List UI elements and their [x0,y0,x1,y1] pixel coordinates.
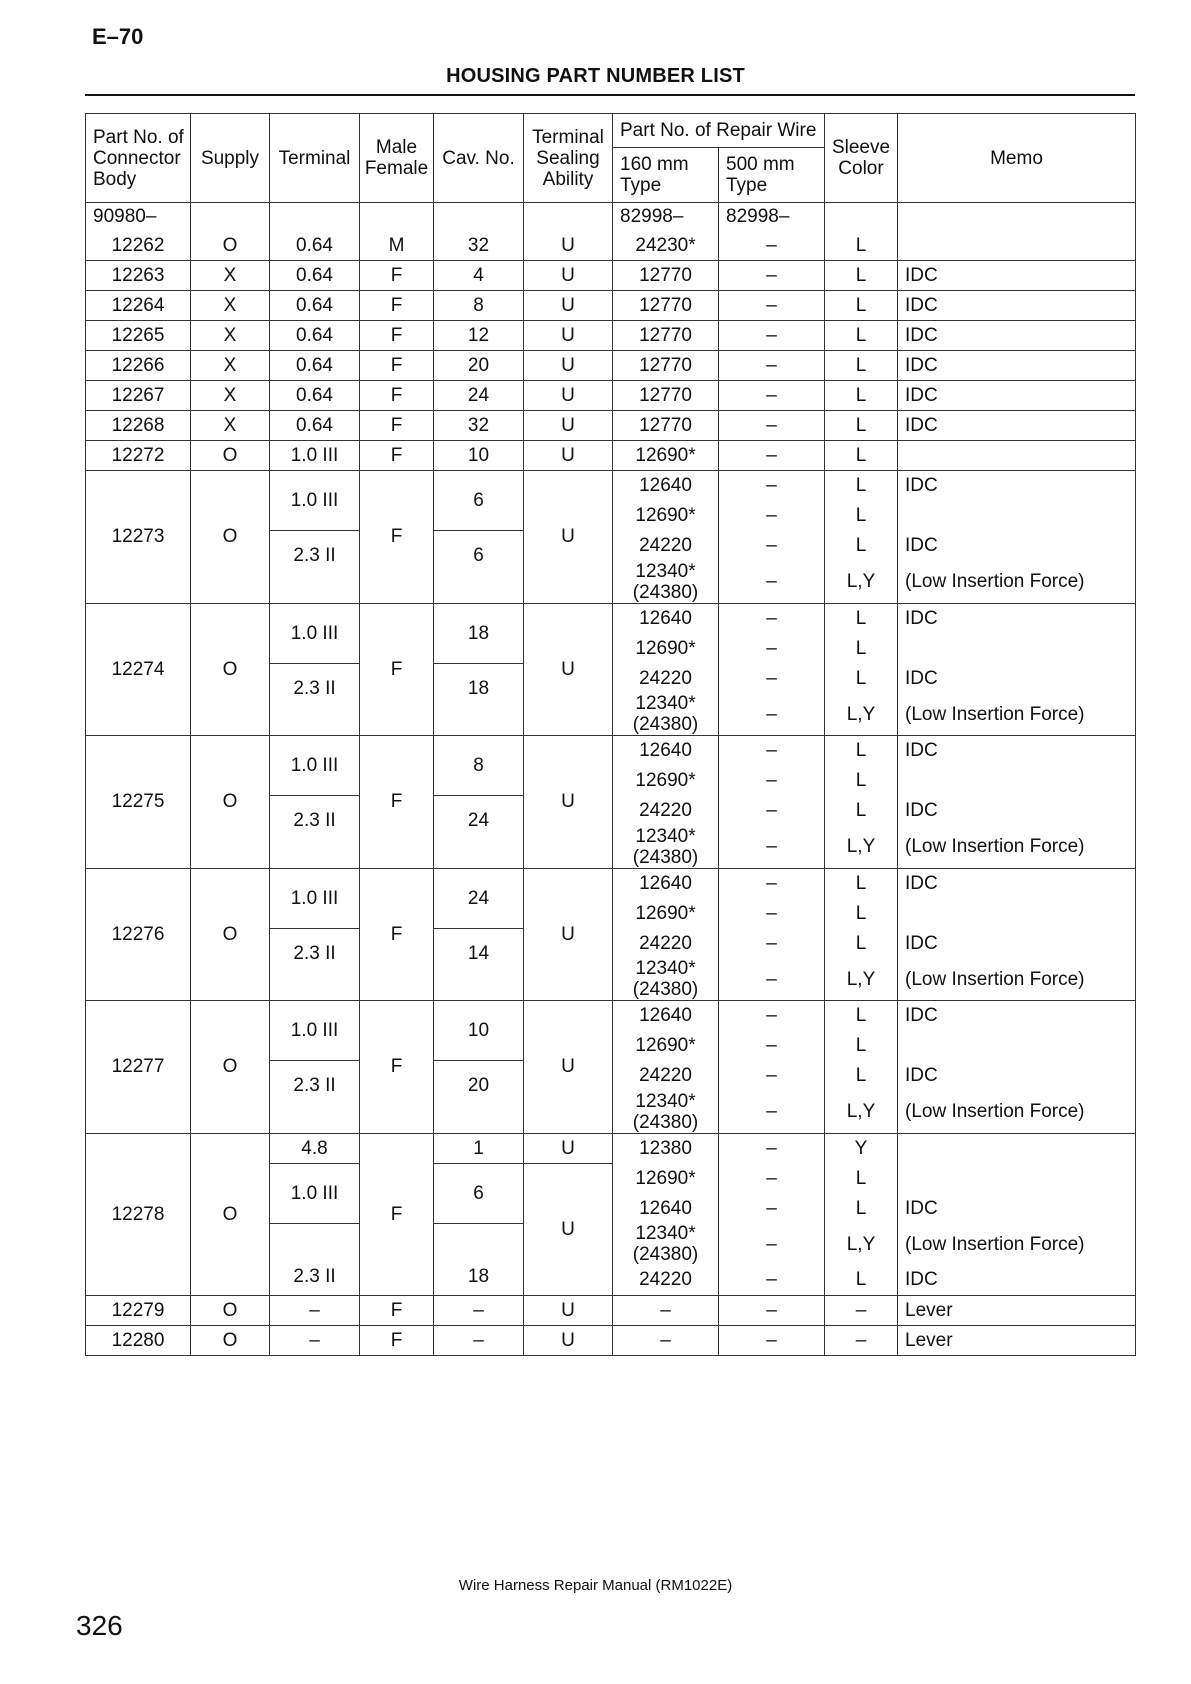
cav-no-cell: 32 [434,231,524,261]
wire-160-cell: 12690* [613,898,719,928]
cav-no-cell: 24 [434,868,524,928]
sleeve-color-cell: L [825,1001,898,1031]
sleeve-color-cell: L [825,411,898,441]
wire-500-cell: – [719,471,825,501]
cav-no-cell: 18 [434,663,524,736]
wire-160-cell: 12340* (24380) [613,693,719,736]
cav-no-cell: 10 [434,441,524,471]
memo-cell [898,441,1136,471]
table-row [86,261,1136,291]
cav-no-cell: – [434,1295,524,1325]
male-female-cell: F [360,411,434,441]
sleeve-color-cell: L [825,531,898,561]
wire-160-cell: 12640 [613,1001,719,1031]
memo-cell: IDC [898,928,1136,958]
memo-cell: (Low Insertion Force) [898,1223,1136,1265]
header-male-female: Male Female [360,114,434,203]
wire-160-cell: 12690* [613,1163,719,1193]
terminal-cell: 0.64 [270,411,360,441]
male-female-cell: F [360,261,434,291]
sealing-cell: U [524,603,613,736]
terminal-cell: 1.0 III [270,1163,360,1223]
sleeve-color-cell: L [825,1061,898,1091]
supply-cell: O [191,1325,270,1355]
wire-500-cell: – [719,1031,825,1061]
wire-500-cell: – [719,898,825,928]
male-female-cell: F [360,351,434,381]
table-row [86,1295,1136,1325]
part-no-cell: 12274 [86,603,191,736]
wire-500-cell: – [719,633,825,663]
sealing-cell: U [524,1163,613,1295]
terminal-cell: 2.3 II [270,1223,360,1295]
cav-no-cell: 8 [434,736,524,796]
supply-cell: O [191,1001,270,1134]
wire-160-cell: – [613,1325,719,1355]
male-female-cell: F [360,736,434,869]
table-row [86,411,1136,441]
terminal-cell: 2.3 II [270,928,360,1001]
sleeve-color-cell: L [825,928,898,958]
terminal-cell: 1.0 III [270,1001,360,1061]
header-cav-no: Cav. No. [434,114,524,203]
wire-500-cell: – [719,1091,825,1134]
sleeve-color-cell: L [825,231,898,261]
memo-cell: Lever [898,1295,1136,1325]
wire-500-cell: – [719,351,825,381]
supply-cell: X [191,261,270,291]
wire-500-cell: – [719,1295,825,1325]
sealing-cell: U [524,261,613,291]
sealing-cell: U [524,231,613,261]
wire-160-cell: 24220 [613,1061,719,1091]
wire-160-cell: 12340* (24380) [613,1091,719,1134]
terminal-cell: 0.64 [270,381,360,411]
terminal-cell: 2.3 II [270,531,360,604]
wire-500-cell: – [719,411,825,441]
memo-cell [898,1163,1136,1193]
sleeve-color-cell: L [825,663,898,693]
page-title: HOUSING PART NUMBER LIST [446,65,745,87]
sleeve-color-cell: L [825,291,898,321]
memo-cell [898,898,1136,928]
wire-160-cell: 12380 [613,1133,719,1163]
male-female-cell: F [360,291,434,321]
wire-160-cell: – [613,1295,719,1325]
table-cell [825,203,898,231]
cav-no-cell: 18 [434,603,524,663]
memo-cell: IDC [898,603,1136,633]
male-female-cell: F [360,1325,434,1355]
sleeve-color-cell: – [825,1295,898,1325]
header-wire-160: 160 mm Type [613,148,719,203]
wire-500-cell: – [719,868,825,898]
supply-cell: X [191,381,270,411]
wire-160-cell: 12640 [613,1193,719,1223]
wire-500-cell: – [719,1325,825,1355]
terminal-cell: 0.64 [270,291,360,321]
part-no-cell: 12268 [86,411,191,441]
wire-160-cell: 12640 [613,471,719,501]
table-cell [360,203,434,231]
cav-no-cell: 4 [434,261,524,291]
cav-no-cell: 14 [434,928,524,1001]
sleeve-color-cell: L [825,351,898,381]
part-no-cell: 12280 [86,1325,191,1355]
wire-160-cell: 24220 [613,531,719,561]
supply-cell: O [191,1133,270,1295]
wire-160-cell: 24220 [613,796,719,826]
supply-cell: X [191,291,270,321]
sleeve-color-cell: L [825,868,898,898]
memo-cell: IDC [898,736,1136,766]
title-underline [85,94,1135,96]
wire-500-cell: – [719,1223,825,1265]
table-cell [524,203,613,231]
table-row [86,471,1136,501]
male-female-cell: M [360,231,434,261]
male-female-cell: F [360,471,434,604]
memo-cell: (Low Insertion Force) [898,693,1136,736]
sleeve-color-cell: L [825,898,898,928]
part-no-cell: 12265 [86,321,191,351]
part-no-cell: 12279 [86,1295,191,1325]
sealing-cell: U [524,1001,613,1134]
part-no-cell: 12262 [86,231,191,261]
wire-500-cell: – [719,381,825,411]
header-wire-500: 500 mm Type [719,148,825,203]
supply-cell: X [191,411,270,441]
wire-500-cell: – [719,1133,825,1163]
terminal-cell: 2.3 II [270,1061,360,1134]
header-part-no: Part No. of Connector Body [86,114,191,203]
wire-160-cell: 12770 [613,321,719,351]
sealing-cell: U [524,441,613,471]
wire-500-cell: – [719,1163,825,1193]
memo-cell: (Low Insertion Force) [898,1091,1136,1134]
wire-160-cell: 12770 [613,411,719,441]
memo-cell: IDC [898,291,1136,321]
sealing-cell: U [524,291,613,321]
memo-cell: IDC [898,471,1136,501]
sealing-cell: U [524,868,613,1001]
header-terminal-sealing: Terminal Sealing Ability [524,114,613,203]
table-cell [191,203,270,231]
memo-cell: IDC [898,796,1136,826]
memo-cell: (Low Insertion Force) [898,958,1136,1001]
male-female-cell: F [360,441,434,471]
sleeve-color-cell: L [825,766,898,796]
table-row [86,291,1136,321]
memo-cell: (Low Insertion Force) [898,826,1136,869]
wire-160-cell: 12690* [613,766,719,796]
wire-500-cell: – [719,321,825,351]
sleeve-color-cell: L [825,441,898,471]
table-cell [434,203,524,231]
part-no-cell: 12266 [86,351,191,381]
cav-no-cell: 20 [434,351,524,381]
footer-manual-title: Wire Harness Repair Manual (RM1022E) [458,1577,733,1594]
wire-500-cell: – [719,928,825,958]
wire-160-cell: 12640 [613,868,719,898]
wire-160-cell: 12340* (24380) [613,561,719,604]
part-no-cell: 12272 [86,441,191,471]
sealing-cell: U [524,1295,613,1325]
supply-cell: O [191,868,270,1001]
memo-cell [898,1031,1136,1061]
table-row [86,381,1136,411]
memo-cell: IDC [898,381,1136,411]
wire-500-cell: – [719,561,825,604]
part-no-cell: 12264 [86,291,191,321]
wire-160-cell: 12640 [613,736,719,766]
wire-160-cell: 12690* [613,441,719,471]
sleeve-color-cell: – [825,1325,898,1355]
sealing-cell: U [524,381,613,411]
wire-500-cell: – [719,796,825,826]
wire-160-cell: 12770 [613,261,719,291]
wire-160-cell: 12690* [613,1031,719,1061]
prefix-wire-160: 82998– [613,203,719,231]
memo-cell [898,1133,1136,1163]
cav-no-cell: 10 [434,1001,524,1061]
terminal-cell: 1.0 III [270,441,360,471]
sealing-cell: U [524,471,613,604]
memo-cell: (Low Insertion Force) [898,561,1136,604]
memo-cell: IDC [898,321,1136,351]
terminal-cell: 2.3 II [270,663,360,736]
wire-500-cell: – [719,1061,825,1091]
wire-500-cell: – [719,1193,825,1223]
cav-no-cell: – [434,1325,524,1355]
header-sleeve-color: Sleeve Color [825,114,898,203]
wire-160-cell: 12340* (24380) [613,958,719,1001]
wire-160-cell: 12770 [613,351,719,381]
wire-160-cell: 12770 [613,291,719,321]
header-supply: Supply [191,114,270,203]
memo-cell: IDC [898,1265,1136,1295]
sleeve-color-cell: L [825,1031,898,1061]
supply-cell: O [191,471,270,604]
wire-500-cell: – [719,501,825,531]
wire-160-cell: 12690* [613,501,719,531]
supply-cell: O [191,1295,270,1325]
wire-160-cell: 24230* [613,231,719,261]
table-cell [898,203,1136,231]
wire-500-cell: – [719,531,825,561]
header-terminal: Terminal [270,114,360,203]
cav-no-cell: 32 [434,411,524,441]
memo-cell: IDC [898,1001,1136,1031]
supply-cell: O [191,603,270,736]
wire-160-cell: 12690* [613,633,719,663]
cav-no-cell: 18 [434,1223,524,1295]
table-body [86,203,1136,1356]
memo-cell: IDC [898,1061,1136,1091]
sleeve-color-cell: L [825,633,898,663]
header-memo: Memo [898,114,1136,203]
header-repair-wire: Part No. of Repair Wire [613,114,825,148]
wire-500-cell: – [719,693,825,736]
sleeve-color-cell: L [825,603,898,633]
cav-no-cell: 12 [434,321,524,351]
terminal-cell: 0.64 [270,351,360,381]
wire-500-cell: – [719,1265,825,1295]
sleeve-color-cell: L [825,1265,898,1295]
wire-500-cell: – [719,958,825,1001]
memo-cell: Lever [898,1325,1136,1355]
table-row [86,231,1136,261]
part-no-cell: 12276 [86,868,191,1001]
terminal-cell: 1.0 III [270,736,360,796]
wire-500-cell: – [719,1001,825,1031]
terminal-cell: 1.0 III [270,868,360,928]
sleeve-color-cell: L,Y [825,1091,898,1134]
table-cell [270,203,360,231]
part-no-cell: 12275 [86,736,191,869]
sleeve-color-cell: L,Y [825,693,898,736]
housing-part-number-table [85,113,1136,1356]
terminal-cell: – [270,1325,360,1355]
supply-cell: O [191,736,270,869]
part-no-cell: 12263 [86,261,191,291]
cav-no-cell: 1 [434,1133,524,1163]
cav-no-cell: 6 [434,531,524,604]
terminal-cell: 1.0 III [270,603,360,663]
terminal-cell: 0.64 [270,321,360,351]
wire-160-cell: 24220 [613,928,719,958]
wire-500-cell: – [719,441,825,471]
table-row [86,1325,1136,1355]
wire-500-cell: – [719,826,825,869]
memo-cell: IDC [898,261,1136,291]
terminal-cell: 0.64 [270,231,360,261]
page-code: E–70 [92,24,144,49]
page-number: 326 [76,1610,123,1641]
cav-no-cell: 20 [434,1061,524,1134]
sealing-cell: U [524,321,613,351]
wire-160-cell: 12340* (24380) [613,1223,719,1265]
cav-no-cell: 24 [434,381,524,411]
wire-160-cell: 12770 [613,381,719,411]
terminal-cell: 4.8 [270,1133,360,1163]
wire-500-cell: – [719,603,825,633]
supply-cell: O [191,441,270,471]
supply-cell: X [191,321,270,351]
wire-160-cell: 24220 [613,1265,719,1295]
memo-cell: IDC [898,411,1136,441]
sealing-cell: U [524,1133,613,1163]
part-no-cell: 12273 [86,471,191,604]
table-row [86,203,1136,231]
sleeve-color-cell: L,Y [825,826,898,869]
memo-cell: IDC [898,351,1136,381]
sleeve-color-cell: L,Y [825,1223,898,1265]
part-no-cell: 12278 [86,1133,191,1295]
memo-cell: IDC [898,868,1136,898]
cav-no-cell: 8 [434,291,524,321]
sleeve-color-cell: L [825,261,898,291]
male-female-cell: F [360,381,434,411]
wire-160-cell: 12340* (24380) [613,826,719,869]
terminal-cell: 0.64 [270,261,360,291]
sleeve-color-cell: Y [825,1133,898,1163]
table-row [86,351,1136,381]
wire-160-cell: 24220 [613,663,719,693]
part-no-cell: 12277 [86,1001,191,1134]
table-row [86,1001,1136,1031]
sealing-cell: U [524,411,613,441]
cav-no-cell: 6 [434,471,524,531]
terminal-cell: 2.3 II [270,796,360,869]
memo-cell: IDC [898,1193,1136,1223]
wire-500-cell: – [719,291,825,321]
sleeve-color-cell: L [825,381,898,411]
male-female-cell: F [360,1295,434,1325]
sleeve-color-cell: L,Y [825,561,898,604]
table-row [86,868,1136,898]
terminal-cell: – [270,1295,360,1325]
table-row [86,1133,1136,1163]
sleeve-color-cell: L,Y [825,958,898,1001]
sealing-cell: U [524,351,613,381]
cav-no-cell: 24 [434,796,524,869]
memo-cell: IDC [898,531,1136,561]
table-row [86,441,1136,471]
male-female-cell: F [360,1001,434,1134]
supply-cell: X [191,351,270,381]
sleeve-color-cell: L [825,1163,898,1193]
male-female-cell: F [360,321,434,351]
part-no-cell: 12267 [86,381,191,411]
sleeve-color-cell: L [825,796,898,826]
wire-500-cell: – [719,231,825,261]
table-row [86,736,1136,766]
sealing-cell: U [524,736,613,869]
prefix-wire-500: 82998– [719,203,825,231]
sleeve-color-cell: L [825,736,898,766]
sleeve-color-cell: L [825,321,898,351]
wire-160-cell: 12640 [613,603,719,633]
sealing-cell: U [524,1325,613,1355]
male-female-cell: F [360,868,434,1001]
memo-cell [898,766,1136,796]
memo-cell [898,231,1136,261]
prefix-part-no: 90980– [86,203,191,231]
table-row [86,603,1136,633]
male-female-cell: F [360,603,434,736]
sleeve-color-cell: L [825,501,898,531]
male-female-cell: F [360,1133,434,1295]
memo-cell [898,633,1136,663]
sleeve-color-cell: L [825,1193,898,1223]
supply-cell: O [191,231,270,261]
sleeve-color-cell: L [825,471,898,501]
wire-500-cell: – [719,736,825,766]
memo-cell [898,501,1136,531]
wire-500-cell: – [719,766,825,796]
table-row [86,321,1136,351]
wire-500-cell: – [719,663,825,693]
wire-500-cell: – [719,261,825,291]
cav-no-cell: 6 [434,1163,524,1223]
memo-cell: IDC [898,663,1136,693]
terminal-cell: 1.0 III [270,471,360,531]
